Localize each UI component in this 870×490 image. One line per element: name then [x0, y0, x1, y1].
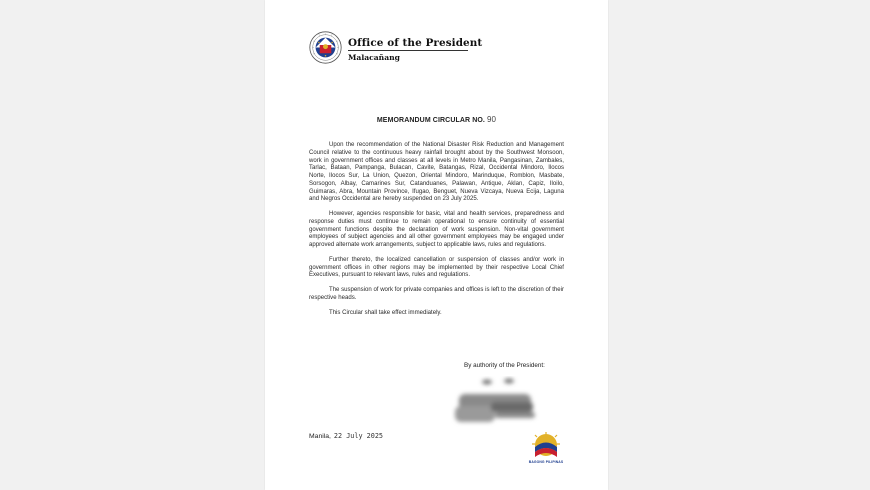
document-page — [265, 0, 608, 490]
body-paragraph: Further thereto, the localized cancellation or suspension of classes and/or work in government offices in other regions may be implemented by their respective Local Chief Executives, pursuant to relevant laws, rules and regulations. — [309, 256, 564, 279]
body-paragraph: However, agencies responsible for basic, vital and health services, preparedness and response duties must continue to remain operational to ensure continuity of essential government functions despite the declaration of work suspension. Non-vital government employees of subject agencies and all other government employees may be engaged under approved alternate work arrangements, subject to applicable laws, rules and regulations. — [309, 211, 564, 248]
presidential-seal-icon — [309, 31, 342, 64]
office-subtitle: Malacañang — [348, 53, 400, 62]
dateline-date: 22 July 2025 — [333, 432, 384, 440]
memo-title — [265, 115, 608, 124]
authority-line: By authority of the President: — [464, 362, 545, 369]
body-paragraph: This Circular shall take effect immediately. — [329, 309, 442, 316]
office-title: Office of the President — [348, 37, 483, 49]
memo-body — [309, 142, 564, 324]
dateline — [309, 432, 383, 440]
body-paragraph: The suspension of work for private companies and offices is left to the discretion of their respective heads. — [309, 287, 564, 301]
viewer-backdrop-left — [0, 0, 265, 490]
viewer-backdrop-right — [608, 0, 870, 490]
bagong-pilipinas-logo-icon — [531, 432, 561, 458]
memo-title-label: MEMORANDUM CIRCULAR NO. — [376, 117, 485, 124]
header-divider — [348, 50, 468, 51]
signature-icon — [451, 376, 551, 428]
memo-number: 90 — [487, 115, 497, 124]
dateline-place: Manila, — [309, 433, 331, 440]
bagong-pilipinas-label: BAGONG PILIPINAS — [528, 460, 564, 464]
body-paragraph: Upon the recommendation of the National Disaster Risk Reduction and Management Council relative to the continuous heavy rainfall brought about by the Southwest Monsoon, work in government offices and classes at all levels in Metro Manila, Pangasinan, Zambales, Tarlac, Bataan, Pampanga, Bulacan, Cavite, Batangas, Rizal, Occidental Mindoro, Ilocos Norte, Ilocos Sur, La Union, Quezon, Oriental Mindoro, Marinduque, Romblon, Masbate, Sorsogon, Albay, Camarines Sur, Catanduanes, Palawan, Antique, Aklan, Capiz, Iloilo, Guimaras, Abra, Mountain Province, Ifugao, Benguet, Nueva Vizcaya, Nueva Ecija, Laguna and Negros Occidental are hereby suspended on 23 July 2025. — [309, 142, 564, 203]
